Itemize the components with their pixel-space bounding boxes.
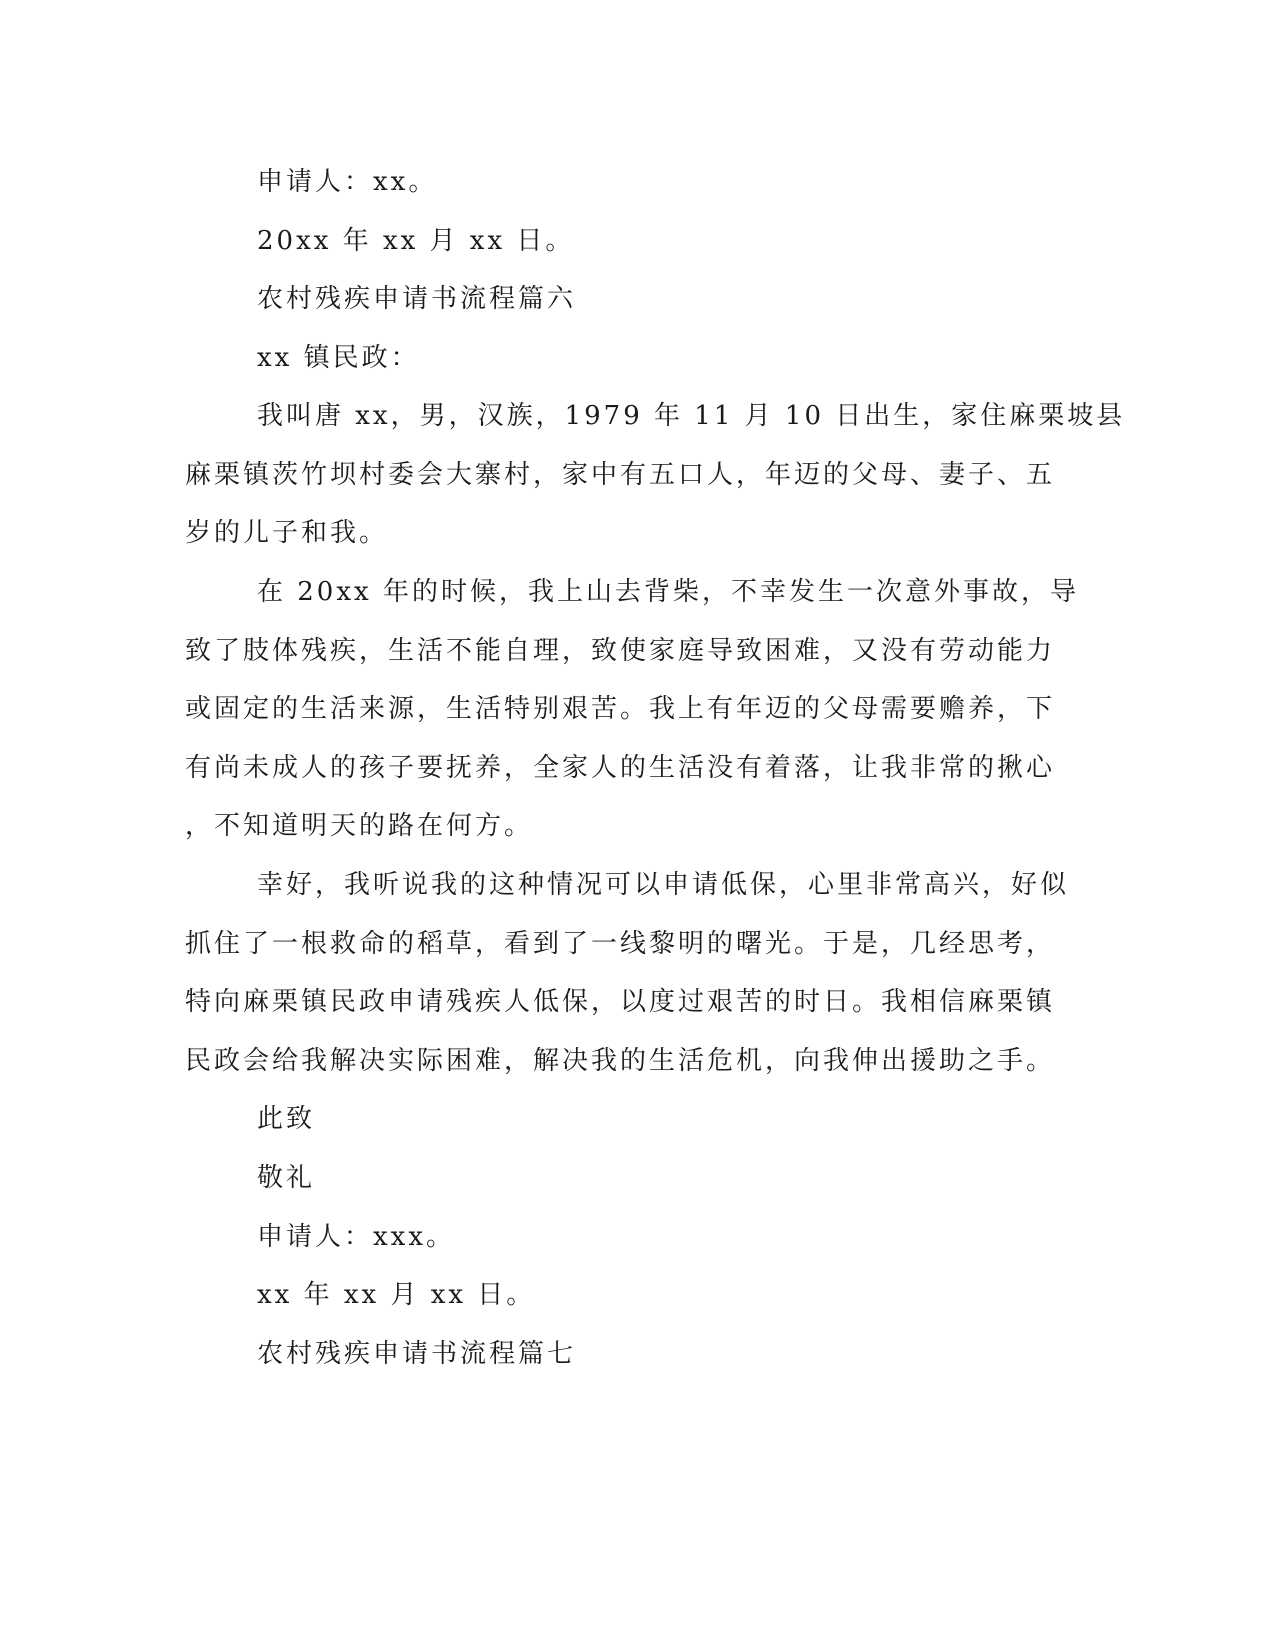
- paragraph-text-line: 致了肢体残疾，生活不能自理，致使家庭导致困难，又没有劳动能力: [185, 636, 1056, 666]
- paragraph-text-line: 在 20xx 年的时候，我上山去背柴，不幸发生一次意外事故，导: [257, 577, 1079, 607]
- paragraph-text-line: 岁的儿子和我。: [185, 518, 389, 548]
- paragraph-text-line: 或固定的生活来源，生活特别艰苦。我上有年迈的父母需要赡养，下: [185, 694, 1056, 724]
- applicant-signature-line: 申请人：xxx。: [257, 1222, 455, 1252]
- paragraph-text-line: 麻栗镇茨竹坝村委会大寨村，家中有五口人，年迈的父母、妻子、五: [185, 460, 1056, 490]
- applicant-signature-line: 申请人：xx。: [257, 167, 438, 197]
- paragraph-text-line: 抓住了一根救命的稻草，看到了一线黎明的曙光。于是，几经思考，: [185, 929, 1056, 959]
- paragraph-text-line: 有尚未成人的孩子要抚养，全家人的生活没有着落，让我非常的揪心: [185, 753, 1056, 783]
- salutation-line: xx 镇民政：: [257, 343, 420, 373]
- paragraph-text-line: 我叫唐 xx，男，汉族，1979 年 11 月 10 日出生，家住麻栗坡县: [257, 401, 1126, 431]
- section-heading-six: 农村残疾申请书流程篇六: [257, 284, 577, 314]
- paragraph-text-line: ，不知道明天的路在何方。: [185, 811, 534, 841]
- closing-line: 此致: [257, 1104, 316, 1134]
- paragraph-text-line: 特向麻栗镇民政申请残疾人低保，以度过艰苦的时日。我相信麻栗镇: [185, 987, 1056, 1017]
- closing-regards-line: 敬礼: [257, 1163, 316, 1193]
- paragraph-text-line: 幸好，我听说我的这种情况可以申请低保，心里非常高兴，好似: [257, 870, 1070, 900]
- date-line: 20xx 年 xx 月 xx 日。: [257, 226, 575, 256]
- paragraph-text-line: 民政会给我解决实际困难，解决我的生活危机，向我伸出援助之手。: [185, 1046, 1056, 1076]
- section-heading-seven: 农村残疾申请书流程篇七: [257, 1339, 577, 1369]
- date-line: xx 年 xx 月 xx 日。: [257, 1280, 536, 1310]
